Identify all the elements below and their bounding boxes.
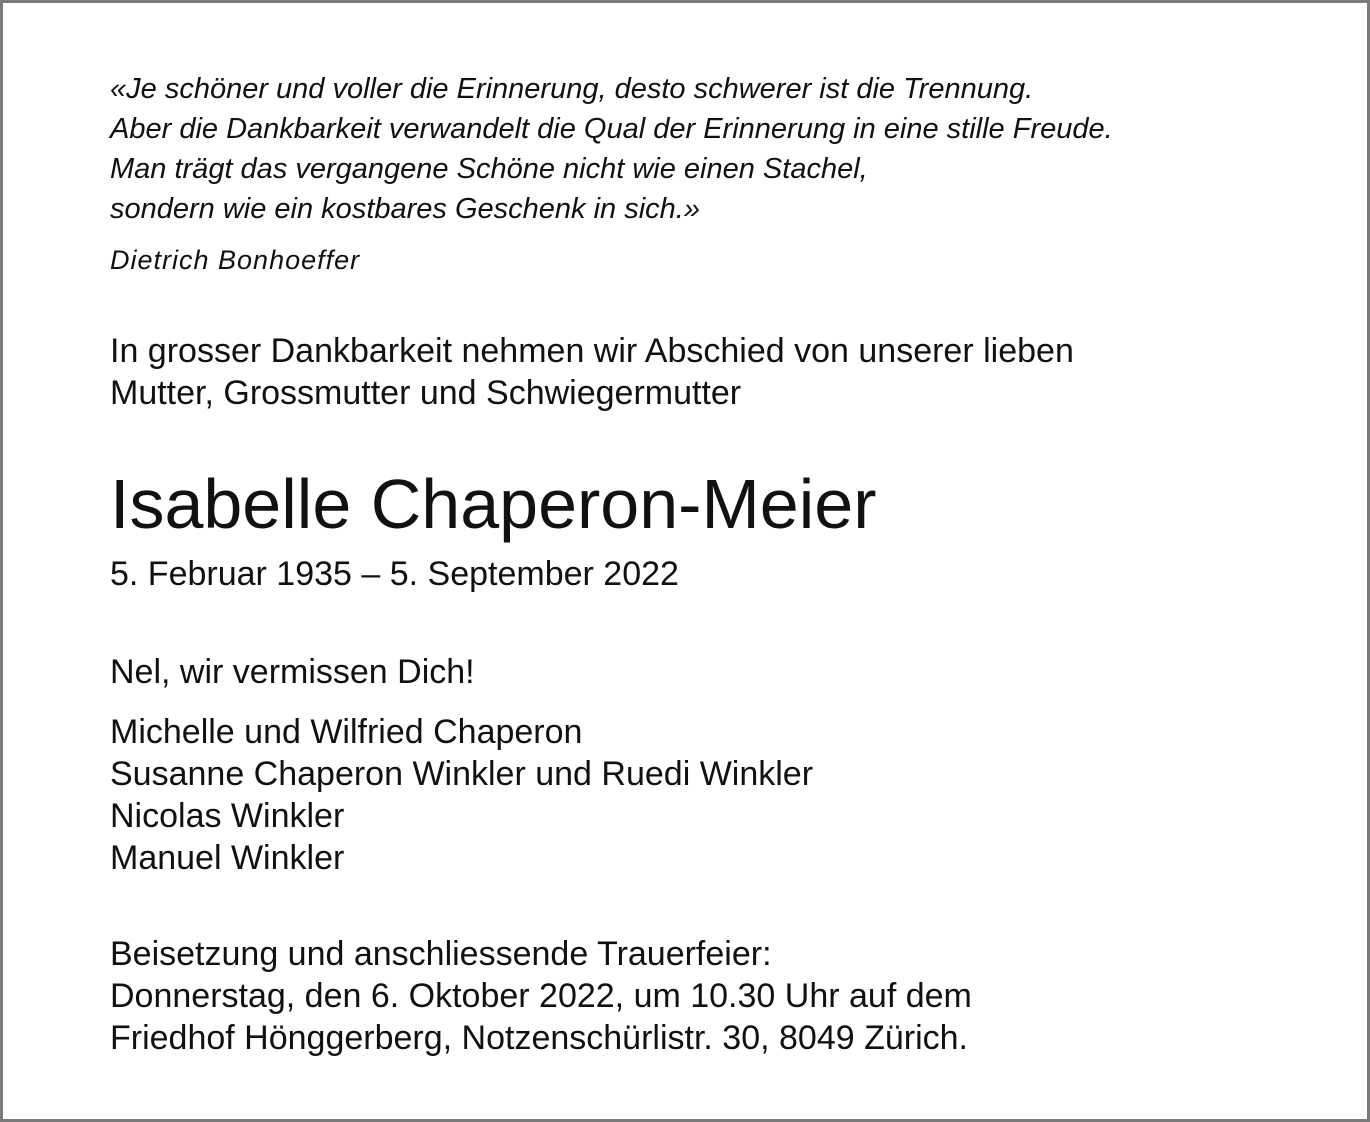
quote-line: «Je schöner und voller die Erinnerung, desto schwerer ist die Trennung. bbox=[110, 73, 1034, 105]
mourners-list bbox=[110, 711, 813, 879]
service-details bbox=[110, 933, 972, 1059]
service-line: Donnerstag, den 6. Oktober 2022, um 10.30 Uhr auf dem bbox=[110, 977, 972, 1015]
mourner-entry: Manuel Winkler bbox=[110, 839, 345, 877]
quote bbox=[110, 69, 1113, 229]
mourner-entry: Susanne Chaperon Winkler und Ruedi Winkler bbox=[110, 755, 814, 793]
intro-text bbox=[110, 330, 1074, 414]
personal-message: Nel, wir vermissen Dich! bbox=[110, 653, 475, 691]
mourner-entry: Michelle und Wilfried Chaperon bbox=[110, 713, 583, 751]
intro-line: Mutter, Grossmutter und Schwiegermutter bbox=[110, 374, 742, 412]
life-dates: 5. Februar 1935 – 5. September 2022 bbox=[110, 555, 679, 593]
intro-line: In grosser Dankbarkeit nehmen wir Abschied von unserer lieben bbox=[110, 332, 1074, 370]
quote-author: Dietrich Bonhoeffer bbox=[110, 245, 361, 275]
mourner-entry: Nicolas Winkler bbox=[110, 797, 345, 835]
service-line: Friedhof Hönggerberg, Notzenschürlistr. 30, 8049 Zürich. bbox=[110, 1019, 969, 1057]
deceased-name: Isabelle Chaperon-Meier bbox=[110, 465, 877, 543]
quote-line: sondern wie ein kostbares Geschenk in sich.» bbox=[110, 193, 700, 225]
service-line: Beisetzung und anschliessende Trauerfeier: bbox=[110, 935, 772, 973]
quote-line: Man trägt das vergangene Schöne nicht wie einen Stachel, bbox=[110, 153, 868, 185]
quote-line: Aber die Dankbarkeit verwandelt die Qual der Erinnerung in eine stille Freude. bbox=[110, 113, 1113, 145]
